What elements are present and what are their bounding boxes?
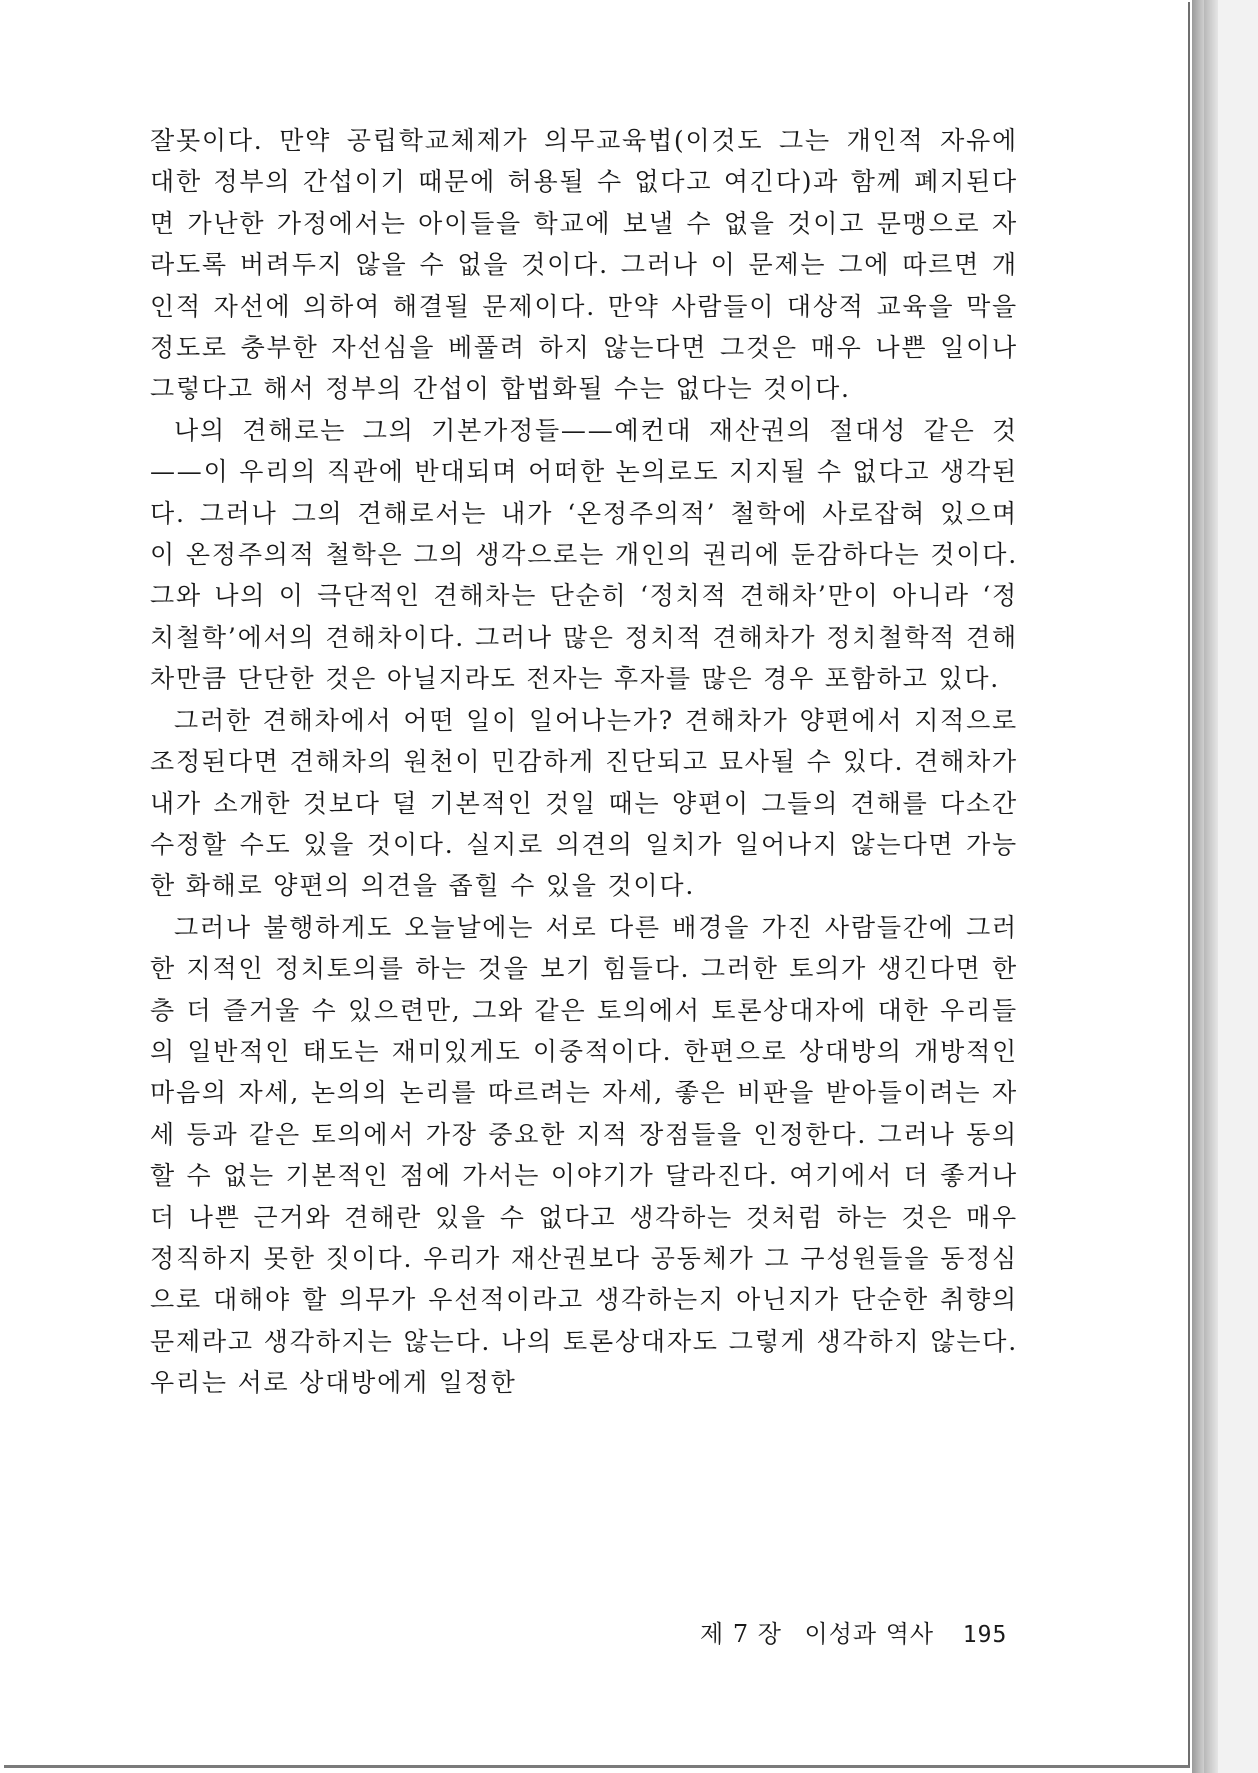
paragraph: 그러나 불행하게도 오늘날에는 서로 다른 배경을 가진 사람들간에 그러한 지적인 정치토의를 하는 것을 보기 힘들다. 그러한 토의가 생긴다면 한층 더 즐거울 수 있으련만, 그와 같은 토의에서 토론상대자에 대한 우리들의 일반적인 태도는 재미있게도 이중적이다. 한편으로 상대방의 개방적인 마음의 자세, 논의의 논리를 따르려는 자세, 좋은 비판을 받아들이려는 자세 등과 같은 토의에서 가장 중요한 지적 장점들을 인정한다. 그러나 동의할 수 없는 기본적인 점에 가서는 이야기가 달라진다. 여기에서 더 좋거나 더 나쁜 근거와 견해란 있을 수 없다고 생각하는 것처럼 하는 것은 매우 정직하지 못한 짓이다. 우리가 재산권보다 공동체가 그 구성원들을 동정심으로 대해야 할 의무가 우선적이라고 생각하는지 아닌지가 단순한 취향의 문제라고 생각하지는 않는다. 나의 토론상대자도 그렇게 생각하지 않는다. 우리는 서로 상대방에게 일정한 bbox=[150, 912, 1018, 1398]
page-number: 195 bbox=[962, 1622, 1008, 1648]
paragraph: 그러한 견해차에서 어떤 일이 일어나는가? 견해차가 양편에서 지적으로 조정된다면 견해차의 원천이 민감하게 진단되고 묘사될 수 있다. 견해차가 내가 소개한 것보다 덜 기본적인 것일 때는 양편이 그들의 견해를 다소간 수정할 수도 있을 것이다. 실지로 의견의 일치가 일어나지 않는다면 가능한 화해로 양편의 의견을 좁힐 수 있을 것이다. bbox=[150, 705, 1018, 901]
chapter-label: 제 7 장 bbox=[700, 1620, 782, 1648]
chapter-title: 이성과 역사 bbox=[804, 1620, 935, 1648]
book-page bbox=[4, 2, 1190, 1768]
page-edge-background bbox=[1218, 0, 1258, 1773]
paragraph: 잘못이다. 만약 공립학교체제가 의무교육법(이것도 그는 개인적 자유에 대한 정부의 간섭이기 때문에 허용될 수 없다고 여긴다)과 함께 폐지된다면 가난한 가정에서는 아이들을 학교에 보낼 수 없을 것이고 문맹으로 자라도록 버려두지 않을 수 없을 것이다. 그러나 이 문제는 그에 따르면 개인적 자선에 의하여 해결될 문제이다. 만약 사람들이 대상적 교육을 막을 정도로 충부한 자선심을 베풀려 하지 않는다면 그것은 매우 나쁜 일이나 그렇다고 해서 정부의 간섭이 합법화될 수는 없다는 것이다. bbox=[150, 126, 1018, 404]
page-edge-shadow bbox=[1192, 0, 1204, 1773]
body-text bbox=[150, 120, 1018, 1404]
paragraph: 나의 견해로는 그의 기본가정들——예컨대 재산권의 절대성 같은 것——이 우리의 직관에 반대되며 어떠한 논의로도 지지될 수 없다고 생각된다. 그러나 그의 견해로서는 내가 ‘온정주의적’ 철학에 사로잡혀 있으며 이 온정주의적 철학은 그의 생각으로는 개인의 권리에 둔감하다는 것이다. 그와 나의 이 극단적인 견해차는 단순히 ‘정치적 견해차’만이 아니라 ‘정치철학’에서의 견해차이다. 그러나 많은 정치적 견해차가 정치철학적 견해차만큼 단단한 것은 아닐지라도 전자는 후자를 많은 경우 포함하고 있다. bbox=[150, 415, 1018, 694]
page-footer bbox=[700, 1614, 1007, 1649]
page-edge-shadow bbox=[1204, 0, 1218, 1773]
